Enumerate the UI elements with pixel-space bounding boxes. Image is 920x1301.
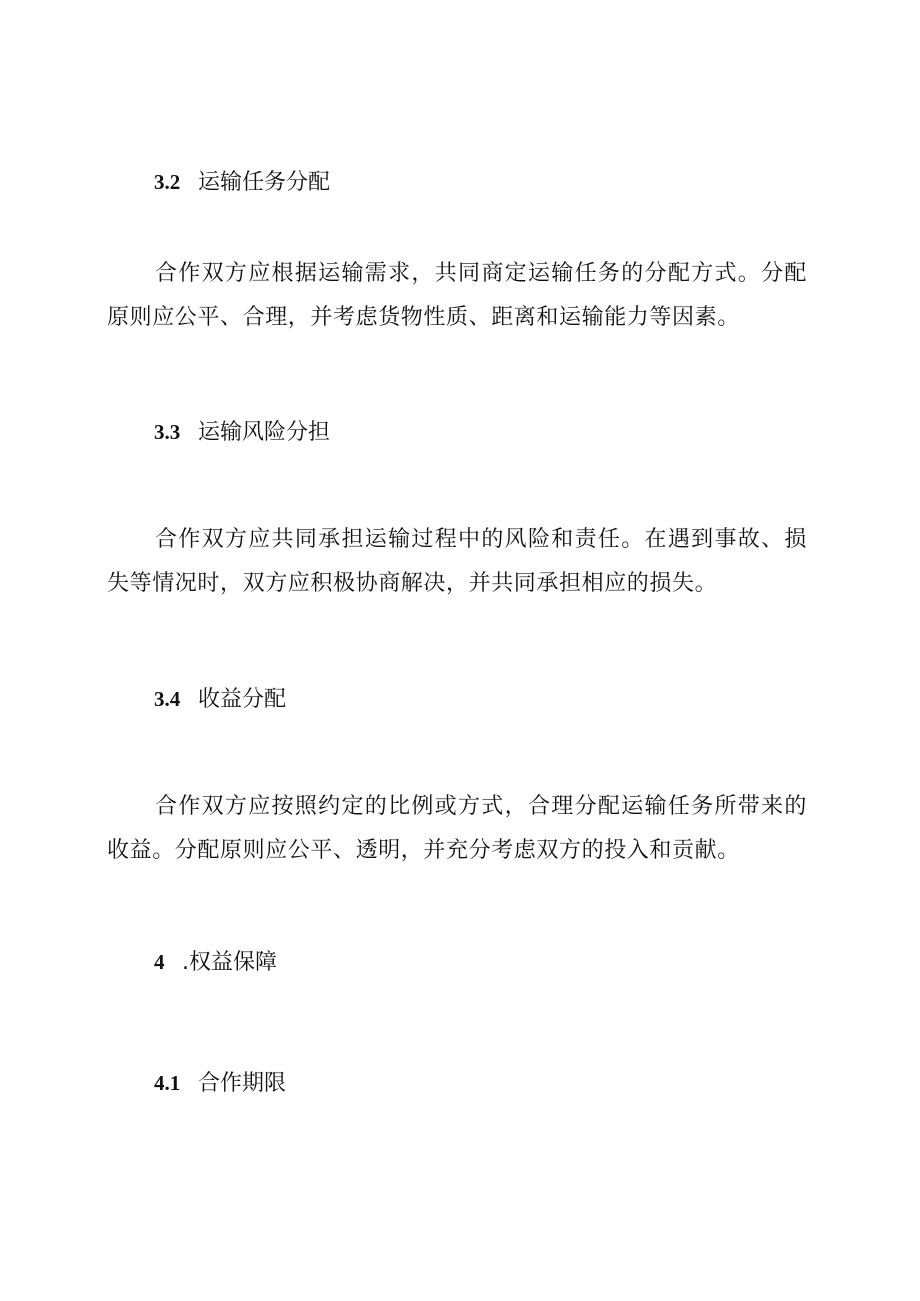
section-title: 收益分配 <box>198 687 287 712</box>
chapter-number: 4 <box>154 950 165 974</box>
section-title: 运输风险分担 <box>198 420 331 445</box>
section-heading-3-2 <box>154 167 330 198</box>
section-heading-3-3 <box>154 417 330 448</box>
section-number: 3.3 <box>154 420 181 444</box>
section-number: 3.2 <box>154 170 181 194</box>
section-heading-3-4 <box>154 684 286 715</box>
chapter-heading-4 <box>154 947 277 978</box>
section-paragraph-3-3: 合作双方应共同承担运输过程中的风险和责任。在遇到事故、损失等情况时，双方应积极协商解决，并共同承担相应的损失。 <box>107 527 807 596</box>
section-title: 运输任务分配 <box>198 170 331 195</box>
section-heading-4-1 <box>154 1068 286 1099</box>
section-paragraph-3-2: 合作双方应根据运输需求，共同商定运输任务的分配方式。分配原则应公平、合理，并考虑货物性质、距离和运输能力等因素。 <box>107 261 807 330</box>
section-paragraph-3-4: 合作双方应按照约定的比例或方式，合理分配运输任务所带来的收益。分配原则应公平、透明，并充分考虑双方的投入和贡献。 <box>107 794 807 863</box>
section-number: 3.4 <box>154 687 181 711</box>
section-number: 4.1 <box>154 1071 181 1095</box>
section-title: 合作期限 <box>198 1071 287 1096</box>
chapter-title: .权益保障 <box>182 950 277 975</box>
